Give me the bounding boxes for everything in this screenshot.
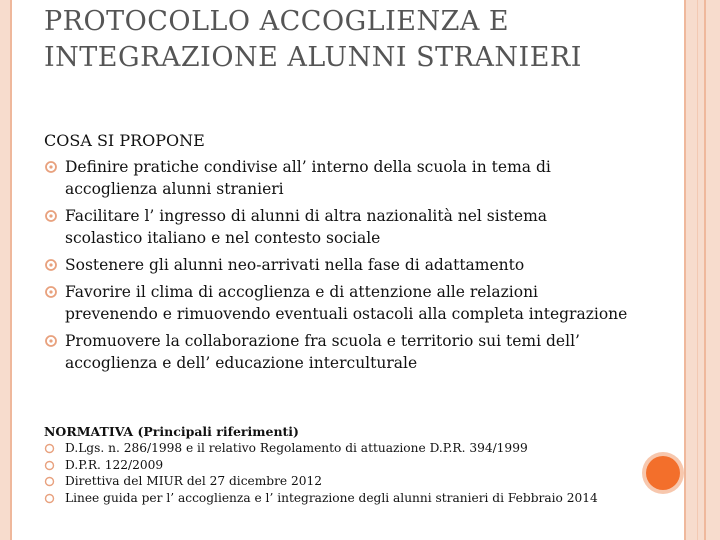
section-heading: COSA SI PROPONE bbox=[44, 131, 205, 150]
circle-bullet-icon bbox=[44, 460, 55, 471]
normativa-list bbox=[44, 440, 634, 506]
bullet-item bbox=[44, 330, 629, 374]
bullet-text: Promuovere la collaborazione fra scuola e territorio sui temi dell’ accoglienza e dell’ educazione interculturale bbox=[65, 332, 580, 372]
normativa-heading: NORMATIVA (Principali riferimenti) bbox=[44, 424, 299, 439]
normativa-text: D.P.R. 122/2009 bbox=[65, 457, 164, 472]
normativa-item bbox=[44, 440, 634, 457]
normativa-item bbox=[44, 490, 634, 507]
bullet-text: Sostenere gli alunni neo-arrivati nella fase di adattamento bbox=[65, 256, 525, 274]
normativa-text: Linee guida per l’ accoglienza e l’ integrazione degli alunni stranieri di Febbraio 2014 bbox=[65, 490, 598, 505]
bullet-text: Definire pratiche condivise all’ interno della scuola in tema di accoglienza alunni stranieri bbox=[65, 158, 551, 198]
normativa-text: Direttiva del MIUR del 27 dicembre 2012 bbox=[65, 474, 323, 489]
circle-bullet-icon bbox=[44, 493, 55, 504]
bullet-item bbox=[44, 281, 629, 325]
bullet-item bbox=[44, 254, 629, 276]
slide-frame-right bbox=[684, 0, 720, 540]
orange-dot-icon bbox=[641, 451, 685, 495]
circle-bullet-icon bbox=[44, 285, 58, 299]
slide-frame-left bbox=[0, 0, 12, 540]
circle-bullet-icon bbox=[44, 443, 55, 454]
frame-stripe-thin bbox=[697, 0, 698, 540]
normativa-text: D.Lgs. n. 286/1998 e il relativo Regolamento di attuazione D.P.R. 394/1999 bbox=[65, 441, 528, 455]
bullet-text: Facilitare l’ ingresso di alunni di altra nazionalità nel sistema scolastico italiano e nel contesto sociale bbox=[65, 207, 548, 247]
circle-bullet-icon bbox=[44, 476, 55, 487]
circle-bullet-icon bbox=[44, 258, 58, 272]
circle-bullet-icon bbox=[44, 160, 58, 174]
bullet-text: Favorire il clima di accoglienza e di attenzione alle relazioni prevenendo e rimuovendo eventuali ostacoli alla completa integrazione bbox=[65, 283, 628, 323]
bullet-item bbox=[44, 205, 629, 249]
circle-bullet-icon bbox=[44, 334, 58, 348]
bullet-item bbox=[44, 156, 629, 200]
normativa-item bbox=[44, 473, 634, 490]
slide-title: PROTOCOLLO ACCOGLIENZA E INTEGRAZIONE ALUNNI STRANIERI bbox=[44, 6, 582, 73]
bullet-list bbox=[44, 156, 629, 379]
circle-bullet-icon bbox=[44, 209, 58, 223]
normativa-item bbox=[44, 457, 634, 474]
frame-stripe bbox=[704, 0, 706, 540]
